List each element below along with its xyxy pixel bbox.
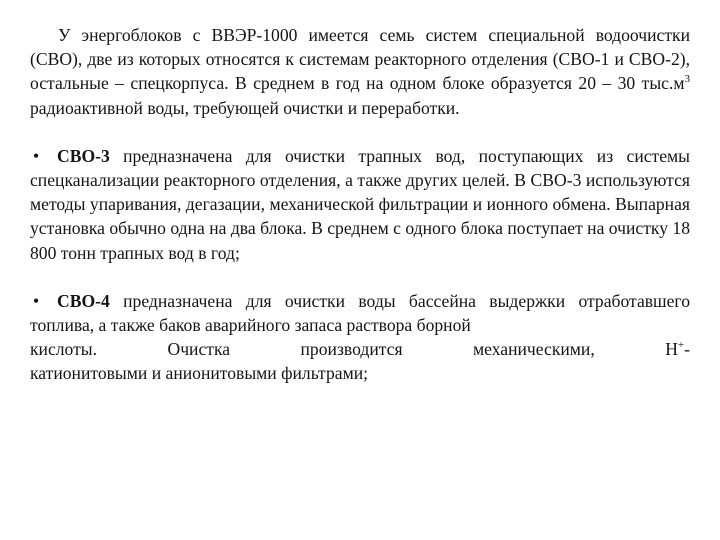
- bullet-svo4: [30, 289, 690, 386]
- paragraph-gap: [30, 120, 690, 144]
- bullet-svo3: [30, 144, 690, 265]
- intro-paragraph: [30, 23, 690, 120]
- paragraph-gap: [30, 265, 690, 289]
- intro-text: У энергоблоков с ВВЭР-1000 имеется семь систем специальной водоочистки (СВО), две из которых относятся к системам реакторного отделения (СВО-1 и СВО-2), остальные – спецкорпуса. В среднем в год на одном блоке образуется 20 – 30 тыс.м: [30, 25, 690, 94]
- hydrogen-ion-superscript: +: [677, 339, 685, 352]
- bullet-svo4-text-line2: кислоты. Очистка производится механическими, Н: [30, 339, 678, 360]
- bullet-svo4-line2: [30, 337, 690, 361]
- bullet-svo4-hyphen: -: [684, 339, 690, 360]
- bullet-svo4-text: предназначена для очистки воды бассейна выдержки отработавшего топлива, а также баков аварийного запаса раствора борной: [30, 290, 690, 336]
- document-page: [30, 23, 690, 386]
- cubic-superscript: 3: [684, 73, 690, 86]
- bullet-svo4-line1: [30, 289, 690, 337]
- bullet-svo4-title: СВО-4: [57, 290, 110, 311]
- bullet-svo4-text-line3: катионитовыми и анионитовыми фильтрами;: [30, 363, 369, 384]
- bullet-icon: •: [33, 290, 40, 311]
- bullet-icon: •: [33, 145, 40, 166]
- bullet-svo4-line3: [30, 361, 690, 385]
- bullet-svo3-text: предназначена для очистки трапных вод, поступающих из системы спецканализации реакторного отделения, а также других целей. В СВО-3 используются методы упаривания, дегазации, механической фильтрации и ионного обмена. Выпарная установка обычно одна на два блока. В среднем с одного блока поступает на очистку 18 800 тонн трапных вод в год;: [30, 145, 690, 263]
- intro-text-end: радиоактивной воды, требующей очистки и переработки.: [30, 97, 460, 118]
- bullet-svo3-title: СВО-3: [57, 145, 110, 166]
